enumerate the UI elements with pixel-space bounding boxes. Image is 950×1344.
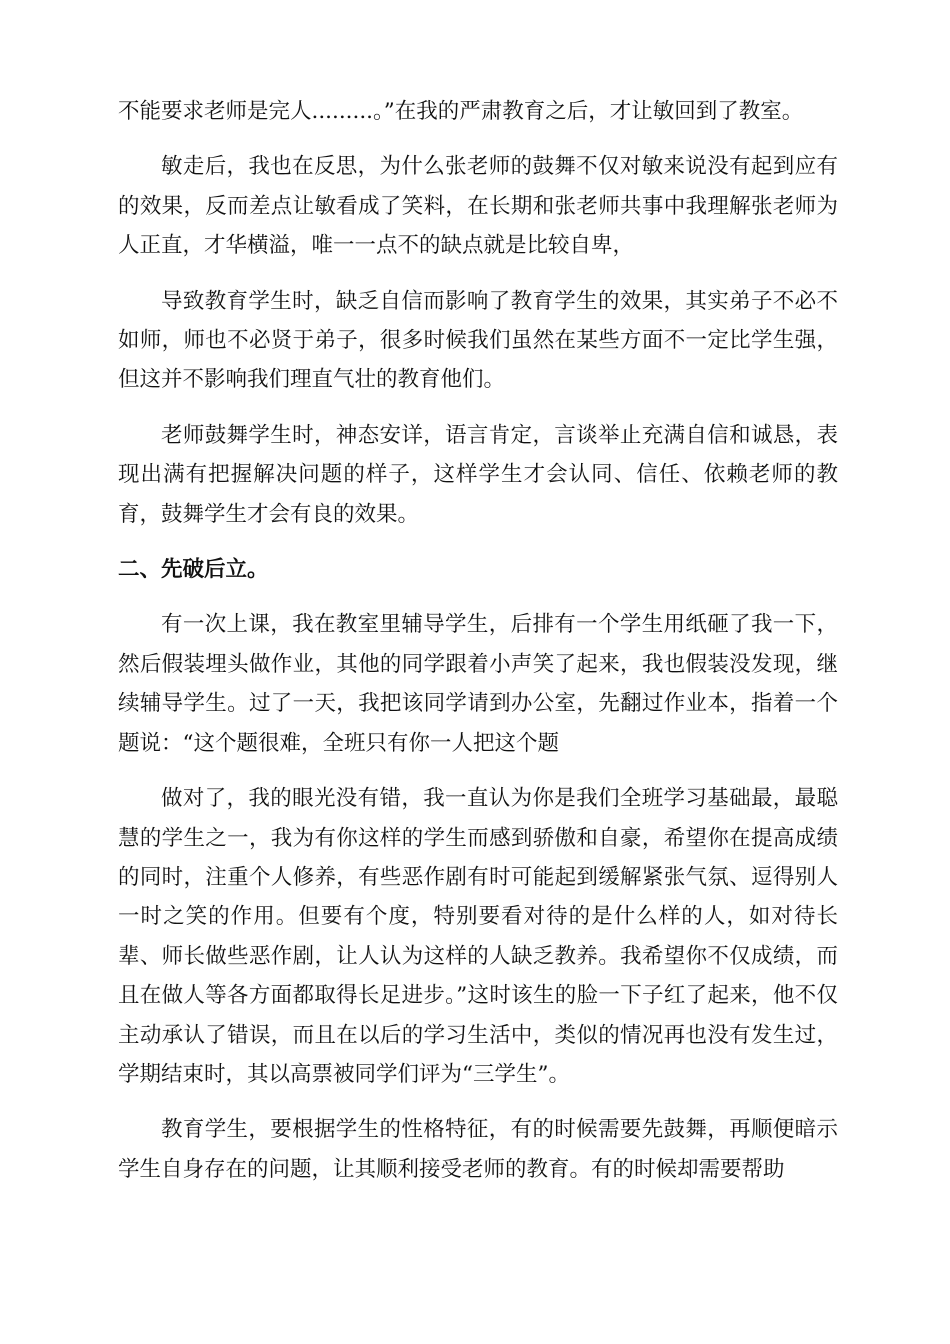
- section-heading: 二、先破后立。: [118, 557, 269, 583]
- paragraph: 老师鼓舞学生时，神态安详，语言肯定，言谈举止充满自信和诚恳，表现出满有把握解决问题的样子，这样学生才会认同、信任、依赖老师的教育，鼓舞学生才会有良的效果。: [118, 422, 838, 527]
- paragraph: 教育学生，要根据学生的性格特征，有的时候需要先鼓舞，再顺便暗示学生自身存在的问题，让其顺利接受老师的教育。有的时候却需要帮助: [118, 1117, 838, 1182]
- document-page: [118, 92, 838, 1205]
- paragraph: 导致教育学生时，缺乏自信而影响了教育学生的效果，其实弟子不必不如师，师也不必贤于弟子，很多时候我们虽然在某些方面不一定比学生强，但这并不影响我们理直气壮的教育他们。: [118, 288, 838, 393]
- paragraph: 不能要求老师是完人.........。”在我的严肃教育之后，才让敏回到了教室。: [118, 99, 804, 124]
- paragraph: 做对了，我的眼光没有错，我一直认为你是我们全班学习基础最，最聪慧的学生之一，我为有你这样的学生而感到骄傲和自豪，希望你在提高成绩的同时，注重个人修养，有些恶作剧有时可能起到缓解紧张气氛、逗得别人一时之笑的作用。但要有个度，特别要看对待的是什么样的人，如对待长辈、师长做些恶作剧，让人认为这样的人缺乏教养。我希望你不仅成绩，而且在做人等各方面都取得长足进步。”这时该生的脸一下子红了起来，他不仅主动承认了错误，而且在以后的学习生活中，类似的情况再也没有发生过，学期结束时，其以高票被同学们评为“三学生”。: [118, 786, 838, 1087]
- paragraph: 有一次上课，我在教室里辅导学生，后排有一个学生用纸砸了我一下，然后假装埋头做作业，其他的同学跟着小声笑了起来，我也假装没发现，继续辅导学生。过了一天，我把该同学请到办公室，先翻过作业本，指着一个题说：“这个题很难，全班只有你一人把这个题: [118, 612, 838, 756]
- paragraph: 敏走后，我也在反思，为什么张老师的鼓舞不仅对敏来说没有起到应有的效果，反而差点让敏看成了笑料，在长期和张老师共事中我理解张老师为人正直，才华横溢，唯一一点不的缺点就是比较自卑，: [118, 154, 838, 259]
